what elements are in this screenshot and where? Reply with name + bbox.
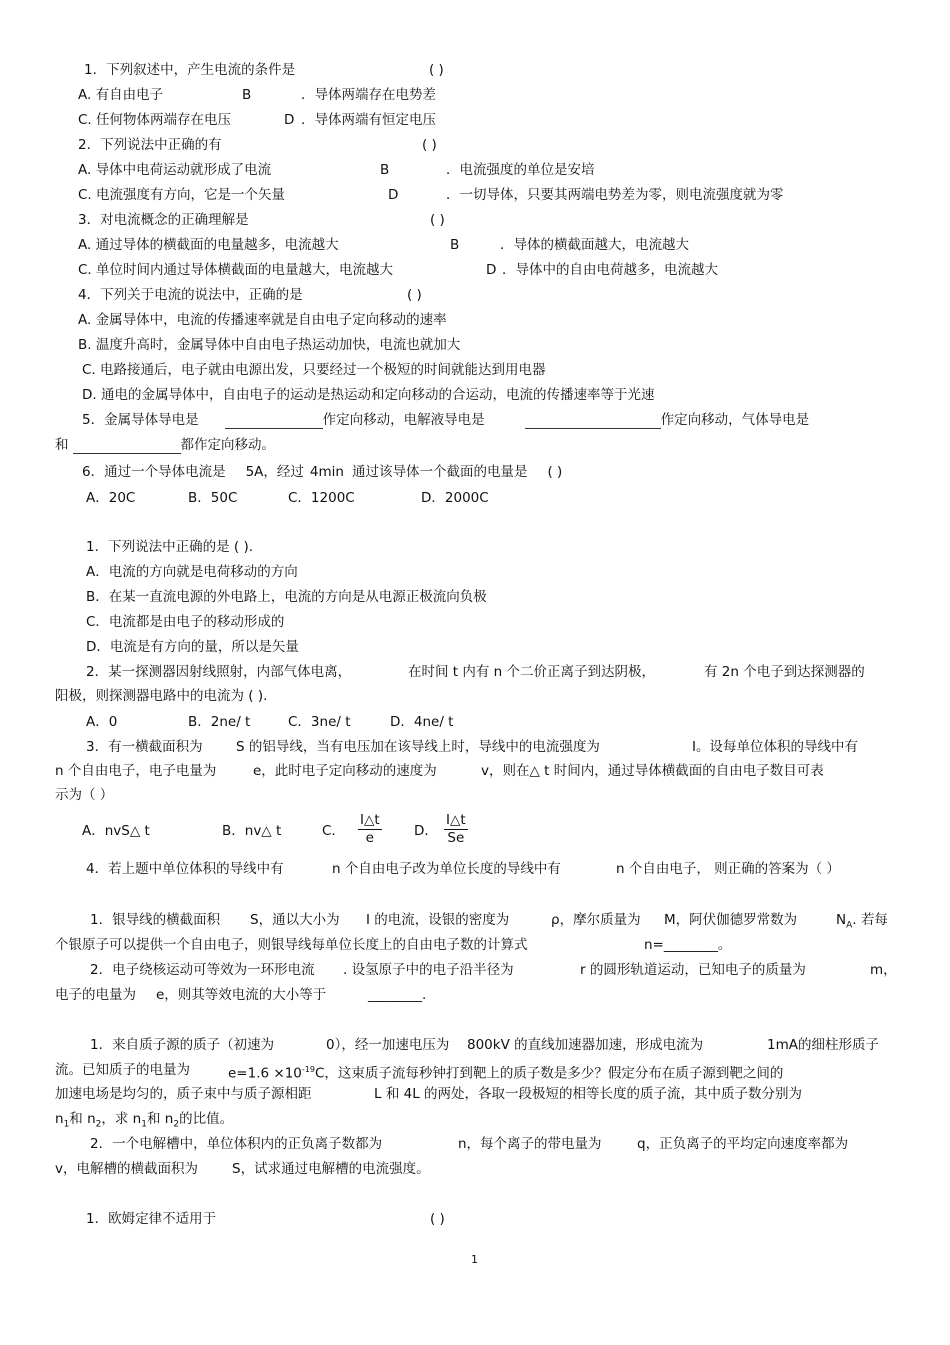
s2-q3-option-d-fraction xyxy=(444,812,468,847)
s1-q1-stem: 1．下列叙述中，产生电流的条件是 xyxy=(84,62,296,78)
s1-q6-option-c: C．1200C xyxy=(288,490,355,506)
s1-q1-option-b-key: B xyxy=(242,87,252,103)
s1-q1-answer-paren: ( ) xyxy=(429,62,444,78)
s2-q2-option-a: A．0 xyxy=(86,714,118,730)
s1-q6-answer-paren: ( ) xyxy=(547,464,563,480)
s2-q2-line2: 阳极，则探测器电路中的电流为 ( ). xyxy=(55,688,268,704)
s1-q1-option-d-key: D xyxy=(284,112,295,128)
s4-q1-text-1: 1．来自质子源的质子（初速为 xyxy=(90,1037,275,1053)
s1-q5-text-1: 5．金属导体导电是 xyxy=(82,412,199,428)
s1-q1-option-a: A. 有自由电子 xyxy=(78,87,164,103)
answer-blank[interactable] xyxy=(525,414,661,429)
s1-q2-answer-paren: ( ) xyxy=(422,137,437,153)
s1-q4-option-c: C. 电路接通后，电子就由电源出发，只要经过一个极短的时间就能达到用电器 xyxy=(82,362,546,378)
s1-q2-option-a: A. 导体中电荷运动就形成了电流 xyxy=(78,162,272,178)
s2-q2-text-2: 在时间 t 内有 n 个二价正离子到达阴极， xyxy=(408,664,656,680)
s1-q1-option-d: ．导体两端有恒定电压 xyxy=(301,112,436,128)
s2-q1-stem: 1．下列说法中正确的是 ( ). xyxy=(86,539,253,555)
s4-q2-text-1: 2．一个电解槽中，单位体积内的正负离子数都为 xyxy=(90,1136,383,1152)
s1-q6-stem xyxy=(82,463,562,481)
s3-q2-text-4: m， xyxy=(870,962,897,978)
s1-q3-option-d-key: D xyxy=(486,262,497,278)
s3-q1-text-2: S，通以大小为 xyxy=(250,912,340,928)
s3-q2-answer-blank: ________. xyxy=(368,987,427,1003)
subscript: 2 xyxy=(95,1119,102,1130)
s4-q2-text-2: n，每个离子的带电量为 xyxy=(458,1136,602,1152)
s2-q2-text-3: 有 2n 个电子到达探测器的 xyxy=(704,664,865,680)
s4-q2-text-3: q，正负离子的平均定向速度率都为 xyxy=(637,1136,849,1152)
s1-q2-option-c: C. 电流强度有方向，它是一个矢量 xyxy=(78,187,286,203)
s2-q3-option-a: A．nvS△ t xyxy=(82,823,150,839)
s4-q1-text-4: 1mA的细柱形质子 xyxy=(767,1037,879,1053)
answer-blank[interactable] xyxy=(73,439,181,454)
s1-q2-option-b: ．电流强度的单位是安培 xyxy=(446,162,595,178)
s2-q3-option-c-key: C. xyxy=(322,823,336,839)
s2-q1-option-c: C．电流都是由电子的移动形成的 xyxy=(86,614,285,630)
answer-blank[interactable] xyxy=(225,414,323,429)
n-symbol: 和 n xyxy=(146,1111,174,1127)
s4-q1-line2-b xyxy=(228,1061,783,1083)
subscript: 1 xyxy=(63,1119,70,1130)
s1-q5-line2 xyxy=(55,436,275,454)
s1-q5-line1 xyxy=(82,411,809,429)
subscript: 2 xyxy=(173,1119,180,1130)
s1-q4-stem: 4．下列关于电流的说法中，正确的是 xyxy=(78,287,303,303)
s3-q2-text-2: . 设氢原子中的电子沿半径为 xyxy=(343,962,514,978)
s1-q3-option-b: ．导体的横截面越大，电流越大 xyxy=(500,237,689,253)
n-symbol: ，求 n xyxy=(101,1111,142,1127)
s2-q3-option-d-key: D． xyxy=(414,823,438,839)
s2-q2-option-d: D．4ne/ t xyxy=(390,714,454,730)
s3-q2-text-3: r 的圆形轨道运动，已知电子的质量为 xyxy=(580,962,806,978)
s3-q1-text-5: M，阿伏伽德罗常数为 xyxy=(664,912,798,928)
s2-q3-option-b: B．nv△ t xyxy=(222,823,282,839)
proton-charge-value: e=1.6 ×10 xyxy=(228,1065,302,1082)
s1-q6-text-1: 6．通过一个导体电流是 xyxy=(82,464,226,480)
s4-q2-line2-b: S，试求通过电解槽的电流强度。 xyxy=(232,1161,430,1177)
s3-q1-text-1: 1．银导线的横截面积 xyxy=(90,912,221,928)
s2-q2-option-c: C．3ne/ t xyxy=(288,714,351,730)
s5-q1-answer-paren: ( ) xyxy=(430,1211,445,1227)
s3-q2-line2-b: e，则其等效电流的大小等于 xyxy=(156,987,327,1003)
fraction-denominator: Se xyxy=(447,830,465,846)
fraction-numerator: I△t xyxy=(360,812,380,828)
s1-q3-option-c: C. 单位时间内通过导体横截面的电量越大，电流越大 xyxy=(78,262,394,278)
s2-q3-line3: 示为（ ） xyxy=(55,787,114,803)
fraction-numerator: I△t xyxy=(446,812,466,828)
s1-q3-option-d: ．导体中的自由电荷越多，电流越大 xyxy=(502,262,718,278)
s3-q1-text-7: . 若每 xyxy=(852,912,888,928)
s2-q1-option-b: B．在某一直流电源的外电路上，电流的方向是从电源正极流向负极 xyxy=(86,589,487,605)
s2-q1-option-a: A．电流的方向就是电荷移动的方向 xyxy=(86,564,298,580)
s1-q2-option-d-key: D xyxy=(388,187,399,203)
s2-q4-text-2: n 个自由电子改为单位长度的导线中有 xyxy=(332,861,561,877)
s1-q6-text-3: 通过该导体一个截面的电量是 xyxy=(351,464,528,480)
n-symbol: 和 n xyxy=(69,1111,96,1127)
s5-q1-stem: 1．欧姆定律不适用于 xyxy=(86,1211,217,1227)
s4-q1-text-3: 800kV 的直线加速器加速，形成电流为 xyxy=(467,1037,704,1053)
s2-q3-line2-b: e，此时电子定向移动的速度为 xyxy=(253,763,437,779)
s4-q1-line4-end: 的比值。 xyxy=(179,1111,234,1127)
s1-q4-option-a: A. 金属导体中，电流的传播速率就是自由电子定向移动的速率 xyxy=(78,312,447,328)
s4-q1-line2-c: C，这束质子流每秒钟打到靶上的质子数是多少？假定分布在质子源到靶之间的 xyxy=(314,1065,784,1082)
s1-q4-answer-paren: ( ) xyxy=(407,287,422,303)
s3-q1-line2: 个银原子可以提供一个自由电子，则银导线每单位长度上的自由电子数的计算式 xyxy=(55,937,528,953)
s2-q3-line2-a: n 个自由电子，电子电量为 xyxy=(55,763,217,779)
s1-q4-option-d: D. 通电的金属导体中，自由电子的运动是热运动和定向移动的合运动，电流的传播速率等于光速 xyxy=(82,387,655,403)
s2-q3-line2-c: v，则在△ t 时间内，通过导体横截面的自由电子数目可表 xyxy=(481,763,824,779)
avogadro-subscript: A xyxy=(846,920,853,931)
s4-q1-text-2: 0），经一加速电压为 xyxy=(326,1037,450,1053)
s2-q3-option-c-fraction xyxy=(358,812,382,847)
s3-q2-text-1: 2．电子绕核运动可等效为一环形电流 xyxy=(90,962,315,978)
s1-q6-option-b: B．50C xyxy=(188,490,238,506)
s1-q3-option-b-key: B xyxy=(450,237,460,253)
s2-q2-option-b: B．2ne/ t xyxy=(188,714,251,730)
avogadro-symbol: N xyxy=(836,912,847,928)
s1-q2-option-d: ．一切导体，只要其两端电势差为零，则电流强度就为零 xyxy=(446,187,784,203)
s2-q3-text-2: S 的铝导线，当有电压加在该导线上时，导线中的电流强度为 xyxy=(236,739,600,755)
s3-q1-text-4: ρ，摩尔质量为 xyxy=(551,912,641,928)
s1-q5-text-2: 作定向移动，电解液导电是 xyxy=(322,412,485,428)
s1-q2-option-b-key: B xyxy=(380,162,390,178)
s1-q5-text-3: 作定向移动，气体导电是 xyxy=(660,412,810,428)
s1-q4-option-b: B. 温度升高时，金属导体中自由电子热运动加快，电流也就加大 xyxy=(78,337,461,353)
s3-q1-formula-blank: n=________。 xyxy=(644,937,732,953)
exponent: -19 xyxy=(301,1065,315,1074)
s4-q2-line2-a: v，电解槽的横截面积为 xyxy=(55,1161,198,1177)
s2-q3-text-3: I。设每单位体积的导线中有 xyxy=(692,739,858,755)
s3-q2-line2-a: 电子的电量为 xyxy=(55,987,136,1003)
s1-q1-option-b: ．导体两端存在电势差 xyxy=(301,87,436,103)
s1-q6-option-a: A．20C xyxy=(86,490,136,506)
page-number: 1 xyxy=(471,1253,478,1266)
s2-q3-text-1: 3．有一横截面积为 xyxy=(86,739,203,755)
s1-q2-stem: 2．下列说法中正确的有 xyxy=(78,137,222,153)
subscript: 1 xyxy=(141,1119,147,1130)
s3-q1-text-6 xyxy=(836,911,888,935)
s1-q6-value-time: 4min xyxy=(309,464,344,480)
s2-q4-text-3: n 个自由电子， 则正确的答案为（ ） xyxy=(616,861,840,877)
s1-q3-stem: 3．对电流概念的正确理解是 xyxy=(78,212,249,228)
s1-q6-text-2: ，经过 xyxy=(263,464,304,480)
s1-q3-option-a: A. 通过导体的横截面的电量越多，电流越大 xyxy=(78,237,339,253)
s1-q5-text-5: 都作定向移动。 xyxy=(180,437,275,453)
s1-q1-option-c: C. 任何物体两端存在电压 xyxy=(78,112,232,128)
s3-q1-text-3: I 的电流，设银的密度为 xyxy=(366,912,510,928)
n-symbol: n xyxy=(55,1111,64,1127)
fraction-denominator: e xyxy=(365,830,374,846)
s4-q1-line4 xyxy=(55,1110,233,1134)
s1-q6-value-current: 5A xyxy=(245,464,264,480)
s4-q1-line3-b: L 和 4L 的两处，各取一段极短的相等长度的质子流，其中质子数分别为 xyxy=(374,1086,803,1102)
s1-q3-answer-paren: ( ) xyxy=(430,212,445,228)
s1-q6-option-d: D．2000C xyxy=(421,490,489,506)
s2-q1-option-d: D．电流是有方向的量，所以是矢量 xyxy=(86,639,299,655)
s1-q5-text-4: 和 xyxy=(55,437,69,453)
s4-q1-line3-a: 加速电场是均匀的，质子束中与质子源相距 xyxy=(55,1086,312,1102)
s4-q1-line2-a: 流。已知质子的电量为 xyxy=(55,1062,190,1078)
s2-q2-text-1: 2．某一探测器因射线照射，内部气体电离， xyxy=(86,664,352,680)
s2-q4-text-1: 4．若上题中单位体积的导线中有 xyxy=(86,861,284,877)
